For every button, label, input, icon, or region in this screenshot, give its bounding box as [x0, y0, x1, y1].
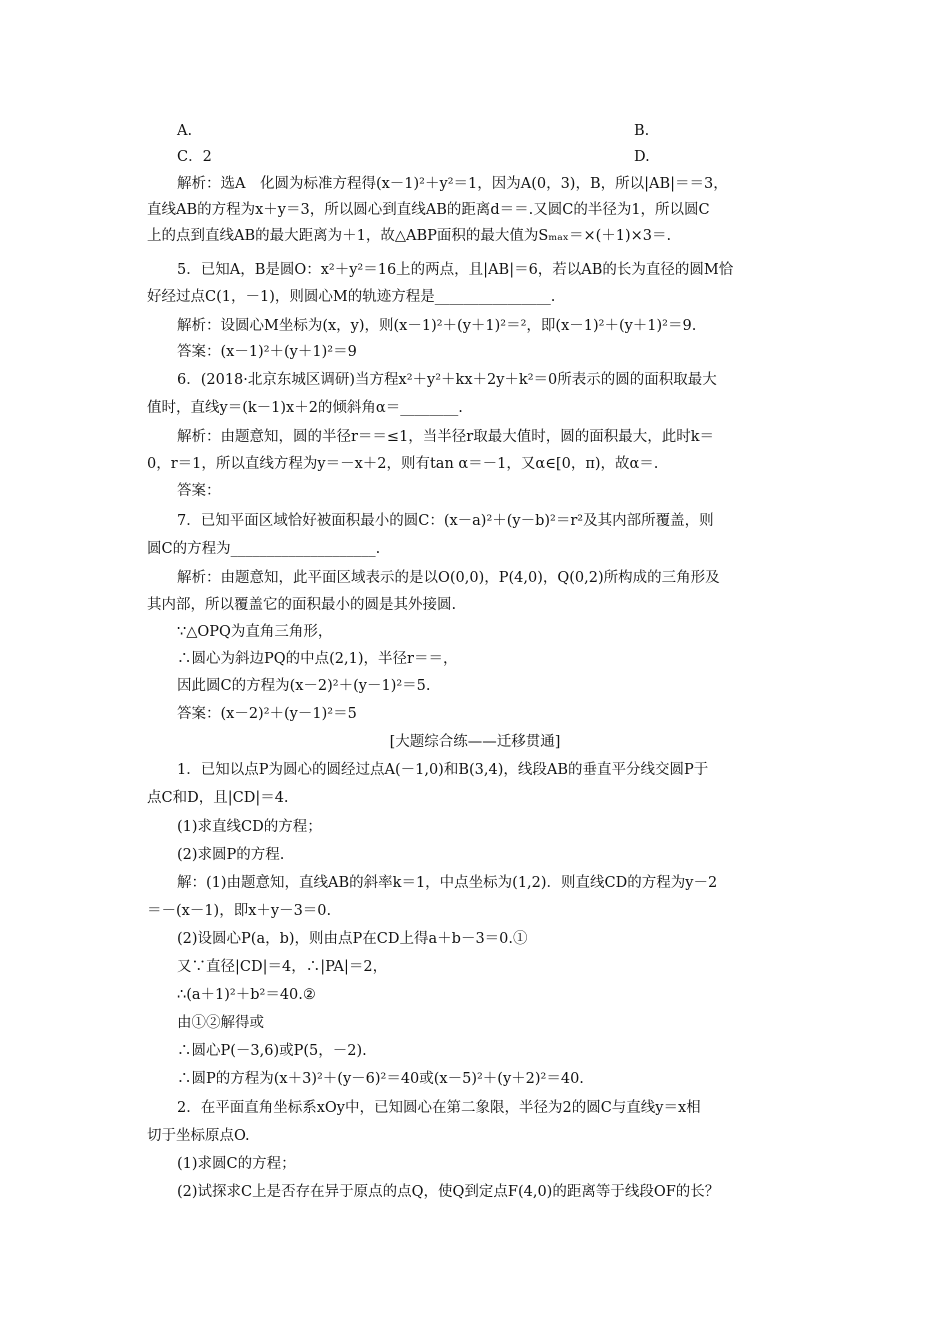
big1-solution-line-7: ∴圆心P(－3,6)或P(5，－2). [177, 1043, 367, 1059]
q6-line-2: 值时，直线y＝(k－1)x＋2的倾斜角α＝________. [147, 400, 463, 416]
q5-solution: 解析：设圆心M坐标为(x，y)，则(x－1)²＋(y＋1)²＝²，即(x－1)²＋(y＋1)²＝9. [177, 318, 697, 334]
choice-a: A. [177, 123, 193, 139]
q4-solution-line-2: 直线AB的方程为x＋y＝3，所以圆心到直线AB的距离d＝＝.又圆C的半径为1，所以圆C [147, 202, 710, 218]
big1-solution-line-2: ＝－(x－1)，即x＋y－3＝0. [147, 903, 332, 919]
choice-b: B. [634, 123, 650, 139]
big2-line-2: 切于坐标原点O. [147, 1128, 250, 1144]
section-heading: [大题综合练——迁移贯通] [389, 734, 561, 750]
big1-solution-line-3: (2)设圆心P(a，b)，则由点P在CD上得a＋b－3＝0.① [177, 931, 528, 947]
big1-line-2: 点C和D，且|CD|＝4. [147, 790, 289, 806]
q5-line-1: 5．已知A，B是圆O：x²＋y²＝16上的两点，且|AB|＝6，若以AB的长为直径的圆M恰 [177, 262, 734, 278]
q7-solution-line-1: 解析：由题意知，此平面区域表示的是以O(0,0)，P(4,0)，Q(0,2)所构成的三角形及 [177, 570, 720, 586]
q7-line-1: 7．已知平面区域恰好被面积最小的圆C：(x－a)²＋(y－b)²＝r²及其内部所覆盖，则 [177, 513, 714, 529]
big1-solution-line-5: ∴(a＋1)²＋b²＝40.② [177, 987, 316, 1003]
big1-part-2: (2)求圆P的方程. [177, 847, 285, 863]
q5-answer: 答案：(x－1)²＋(y＋1)²＝9 [177, 344, 357, 360]
q5-line-2: 好经过点C(1，－1)，则圆心M的轨迹方程是________________. [147, 289, 556, 305]
big1-solution-line-8: ∴圆P的方程为(x＋3)²＋(y－6)²＝40或(x－5)²＋(y＋2)²＝40. [177, 1071, 584, 1087]
big1-solution-line-4: 又∵直径|CD|＝4，∴|PA|＝2， [177, 959, 388, 975]
q7-solution-line-5: 因此圆C的方程为(x－2)²＋(y－1)²＝5. [177, 678, 431, 694]
q6-line-1: 6．(2018·北京东城区调研)当方程x²＋y²＋kx＋2y＋k²＝0所表示的圆的面积取最大 [177, 372, 717, 388]
big2-part-1: (1)求圆C的方程； [177, 1156, 296, 1172]
q7-solution-line-4: ∴圆心为斜边PQ的中点(2,1)，半径r＝＝， [177, 651, 458, 667]
big2-part-2: (2)试探求C上是否存在异于原点的点Q，使Q到定点F(4,0)的距离等于线段OF的长？ [177, 1184, 720, 1200]
big1-part-1: (1)求直线CD的方程； [177, 819, 322, 835]
choice-d: D. [634, 149, 650, 165]
q7-solution-line-2: 其内部，所以覆盖它的面积最小的圆是其外接圆. [147, 597, 457, 613]
q4-solution-line-1: 解析：选A 化圆为标准方程得(x－1)²＋y²＝1，因为A(0，3)，B，所以|AB|＝＝3， [177, 176, 728, 192]
big1-solution-line-1: 解：(1)由题意知，直线AB的斜率k＝1，中点坐标为(1,2)．则直线CD的方程为y－2 [177, 875, 718, 891]
choice-row-cd [177, 145, 650, 169]
choice-c: C．2 [177, 149, 212, 165]
big1-solution-line-6: 由①②解得或 [177, 1015, 264, 1031]
q7-answer: 答案：(x－2)²＋(y－1)²＝5 [177, 706, 357, 722]
q7-line-2: 圆C的方程为____________________. [147, 541, 381, 557]
q6-answer: 答案： [177, 483, 221, 499]
q6-solution-line-2: 0，r＝1，所以直线方程为y＝－x＋2，则有tan α＝－1，又α∈[0，π)，故α＝. [147, 456, 659, 472]
q7-solution-line-3: ∵△OPQ为直角三角形， [177, 624, 333, 640]
q4-solution-line-3: 上的点到直线AB的最大距离为＋1，故△ABP面积的最大值为Sₘₐₓ＝×(＋1)×3＝. [147, 228, 672, 244]
q6-solution-line-1: 解析：由题意知，圆的半径r＝＝≤1，当半径r取最大值时，圆的面积最大，此时k＝ [177, 429, 715, 445]
big2-line-1: 2．在平面直角坐标系xOy中，已知圆心在第二象限，半径为2的圆C与直线y＝x相 [177, 1100, 701, 1116]
big1-line-1: 1．已知以点P为圆心的圆经过点A(－1,0)和B(3,4)，线段AB的垂直平分线交圆P于 [177, 762, 709, 778]
choice-row-ab [177, 119, 650, 143]
